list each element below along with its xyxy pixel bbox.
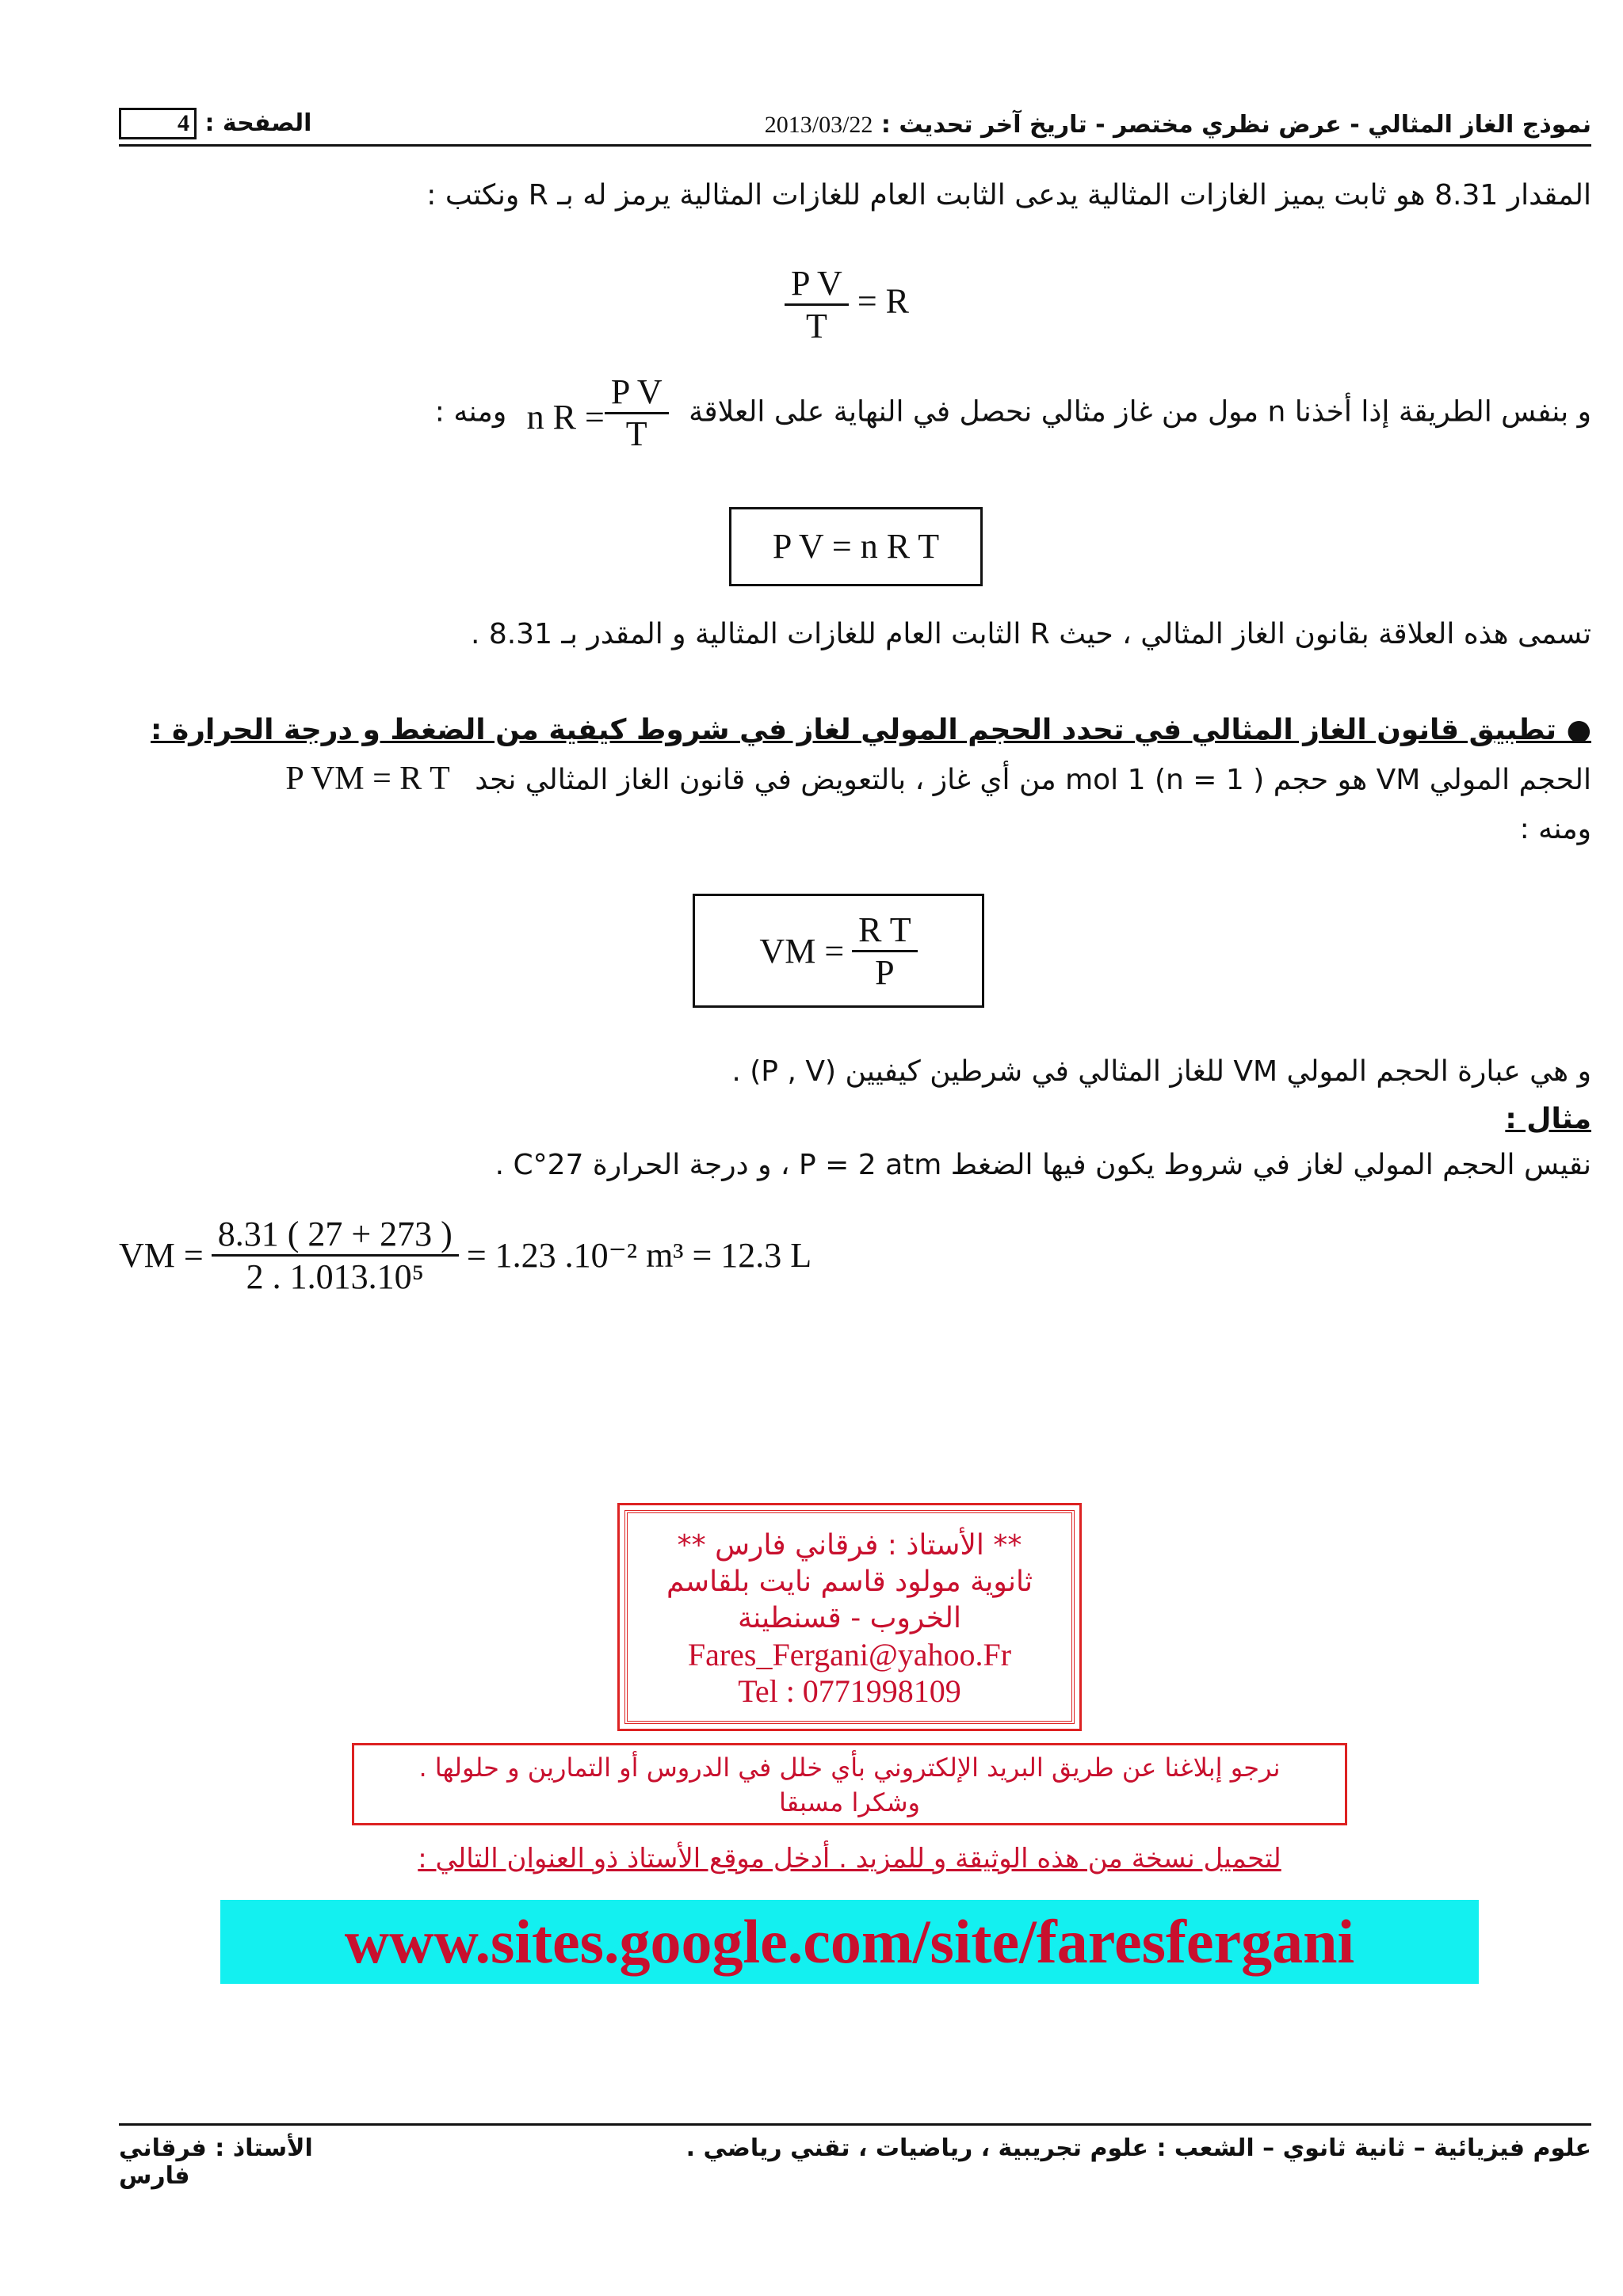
inline-equation-nr — [527, 372, 669, 454]
inline-equation-pvm: P VM = R T — [285, 761, 450, 797]
footer-author-label: الأستاذ : — [215, 2134, 313, 2162]
footer-author-name: فرقاني فارس — [119, 2134, 207, 2190]
header-title-block: نموذج الغاز المثالي - عرض نظري مختصر - تاريخ آخر تحديث : 2013/03/22 — [764, 111, 1591, 139]
denominator: 2 . 1.013.10⁵ — [212, 1254, 459, 1297]
boxed-equation-text: P V = n R T — [772, 527, 940, 566]
paragraph-2-tail: ومنه : — [434, 395, 507, 429]
contact-box — [624, 1510, 1075, 1724]
calculation-equation — [119, 1214, 812, 1297]
header-update-date: 2013/03/22 — [764, 112, 873, 138]
paragraph-4 — [86, 759, 1591, 800]
lhs: n R = — [526, 398, 605, 437]
paragraph-4-text: الحجم المولي VM هو حجم mol 1 (n = 1 ) من أي غاز ، بالتعويض في قانون الغاز المثالي نجد — [475, 764, 1591, 796]
fraction — [785, 263, 849, 346]
denominator: T — [605, 412, 669, 454]
header-title: نموذج الغاز المثالي - عرض نظري مختصر - تاريخ آخر تحديث — [899, 111, 1591, 139]
numerator: R T — [858, 910, 911, 949]
denominator: P — [852, 950, 917, 993]
paragraph-7: نقيس الحجم المولي لغاز في شروط يكون فيها الضغط P = 2 atm ، و درجة الحرارة 27°C . — [495, 1149, 1591, 1181]
contact-school: ثانوية مولود قاسم نايت بلقاسم — [666, 1566, 1033, 1598]
notice-line-1: نرجو إبلاغنا عن طريق البريد الإلكتروني بأي خلل في الدروس أو التمارين و حلولها . — [418, 1753, 1281, 1783]
numerator: P V — [610, 372, 663, 411]
boxed-ideal-gas-law — [729, 507, 983, 586]
footer-author — [119, 2134, 357, 2190]
notice-line-2: وشكرا مسبقا — [779, 1787, 920, 1817]
website-link[interactable]: www.sites.google.com/site/faresfergani — [220, 1900, 1479, 1984]
notice-box — [352, 1743, 1347, 1825]
boxed-molar-volume-formula — [693, 894, 984, 1008]
paragraph-6: و هي عبارة الحجم المولي VM للغاز المثالي في شرطين كيفيين (P , V) . — [731, 1055, 1591, 1088]
header-rule — [119, 144, 1591, 147]
contact-tel: Tel : 0771998109 — [738, 1673, 961, 1709]
paragraph-3: تسمى هذه العلاقة بقانون الغاز المثالي ، حيث R الثابت العام للغازات المثالية و المقدر بـ 8.31 . — [470, 618, 1591, 650]
rhs: = 1.23 .10⁻² m³ = 12.3 L — [466, 1236, 812, 1275]
lhs: VM = — [119, 1236, 204, 1275]
example-title: مثال : — [1505, 1103, 1591, 1135]
fraction — [605, 372, 669, 454]
fraction — [212, 1214, 459, 1297]
page-label: الصفحة — [222, 109, 312, 137]
paragraph-1: المقدار 8.31 هو ثابت يميز الغازات المثالية يدعى الثابت العام للغازات المثالية يرمز له بـ R ونكتب : — [426, 179, 1591, 212]
footer-right-text: علوم فيزيائية – ثانية ثانوي – الشعب : علوم تجريبية ، رياضيات ، تقني رياضي . — [685, 2134, 1591, 2162]
numerator: P V — [791, 264, 842, 303]
contact-email[interactable]: Fares_Fergani@yahoo.Fr — [687, 1637, 1012, 1672]
contact-name: ** الأستاذ : فرقاني فارس ** — [677, 1529, 1022, 1562]
contact-city: الخروب - قسنطينة — [738, 1602, 961, 1634]
header-page: 4 : الصفحة — [119, 108, 311, 139]
rhs: = R — [857, 281, 909, 321]
fraction — [852, 910, 917, 993]
lhs: VM = — [759, 931, 845, 971]
section-title: ● تطبيق قانون الغاز المثالي في تحدد الحجم المولي لغاز في شروط كيفية من الضغط و درجة الحرارة : — [151, 714, 1591, 746]
paragraph-2-text: و بنفس الطريقة إذا أخذنا n مول من غاز مثالي نحصل في النهاية على العلاقة — [689, 395, 1591, 429]
page-number: 4 — [119, 108, 197, 139]
numerator: 8.31 ( 27 + 273 ) — [217, 1215, 453, 1253]
equation-pv-over-t-equals-r — [785, 263, 909, 346]
paragraph-2 — [119, 372, 1591, 454]
paragraph-5: ومنه : — [1519, 813, 1591, 845]
download-instruction: لتحميل نسخة من هذه الوثيقة و للمزيد . أدخل موقع الأستاذ ذو العنوان التالي : — [418, 1843, 1281, 1875]
footer-rule — [119, 2123, 1591, 2126]
denominator: T — [785, 303, 849, 346]
